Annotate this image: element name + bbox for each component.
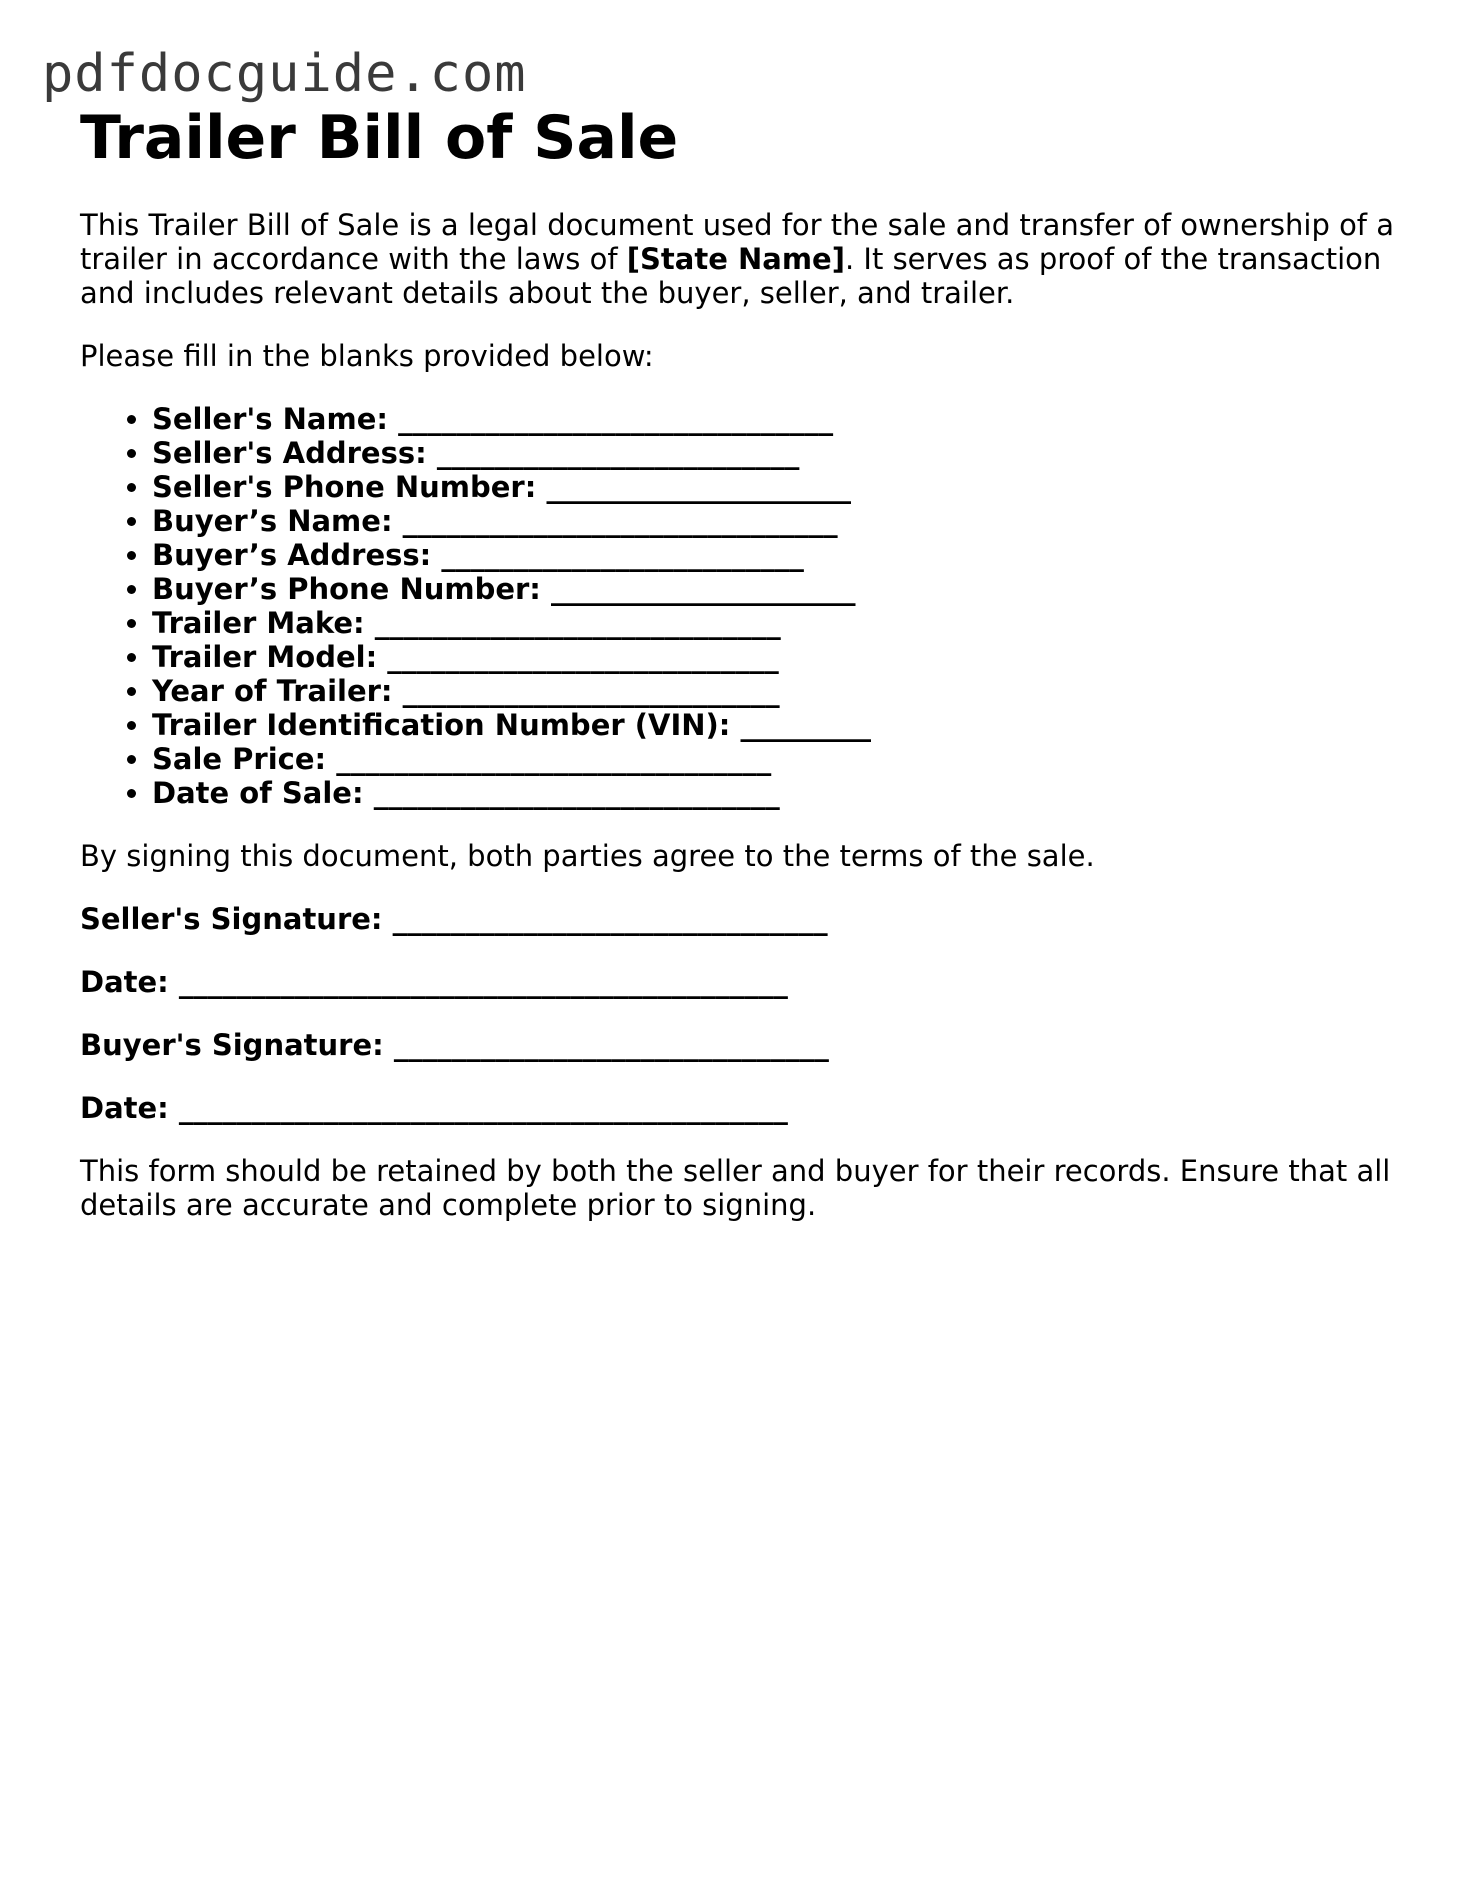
field-trailer-year (152, 674, 1400, 708)
seller-signature-blank[interactable]: ______________________________ (392, 902, 828, 936)
intro-paragraph (80, 208, 1400, 310)
field-label: Buyer’s Name: (152, 504, 393, 538)
field-buyer-address (152, 538, 1400, 572)
field-label: Buyer’s Address: (152, 538, 432, 572)
seller-date-label: Date: (80, 965, 169, 999)
field-seller-address (152, 436, 1400, 470)
field-blank[interactable]: ____________________________ (373, 776, 780, 810)
seller-date-blank[interactable]: __________________________________________ (178, 965, 788, 999)
intro-text-start: This Trailer Bill of Sale is a legal document used for the sale and transfer of ownership of a trailer in accordance with the laws of (80, 208, 1395, 276)
field-trailer-make (152, 606, 1400, 640)
field-blank[interactable]: __________________________ (402, 674, 780, 708)
fields-list (80, 402, 1400, 810)
buyer-date-label: Date: (80, 1091, 169, 1125)
seller-signature-line (80, 902, 1400, 936)
site-watermark: pdfdocguide.com (42, 44, 527, 104)
document-body (80, 102, 1400, 1222)
footer-note: This form should be retained by both the seller and buyer for their records. Ensure that all details are accurate and complete prior to signing. (80, 1154, 1391, 1222)
field-blank[interactable]: ___________________________ (387, 640, 779, 674)
instructions-text: Please fill in the blanks provided below: (80, 339, 654, 373)
field-seller-phone (152, 470, 1400, 504)
buyer-date-line (80, 1091, 1400, 1125)
field-buyer-phone (152, 572, 1400, 606)
field-blank[interactable]: ______________________________ (402, 504, 838, 538)
field-label: Date of Sale: (152, 776, 364, 810)
page-title: Trailer Bill of Sale (80, 103, 679, 173)
field-label: Seller's Address: (152, 436, 427, 470)
field-label: Sale Price: (152, 742, 327, 776)
field-label: Year of Trailer: (152, 674, 393, 708)
field-label: Seller's Phone Number: (152, 470, 537, 504)
field-seller-name (152, 402, 1400, 436)
field-sale-date (152, 776, 1400, 810)
field-label: Buyer’s Phone Number: (152, 572, 541, 606)
buyer-signature-line (80, 1028, 1400, 1062)
field-label: Seller's Name: (152, 402, 388, 436)
seller-signature-label: Seller's Signature: (80, 902, 383, 936)
field-label: Trailer Model: (152, 640, 378, 674)
field-trailer-vin (152, 708, 1400, 742)
buyer-signature-blank[interactable]: ______________________________ (393, 1028, 829, 1062)
field-blank[interactable]: _____________________ (551, 572, 856, 606)
field-sale-price (152, 742, 1400, 776)
field-blank[interactable]: _________________________ (441, 538, 804, 572)
field-blank[interactable]: _____________________ (546, 470, 851, 504)
field-blank[interactable]: ____________________________ (374, 606, 781, 640)
field-blank[interactable]: _________ (740, 708, 871, 742)
field-blank[interactable]: ______________________________ (398, 402, 834, 436)
intro-text-end: . It serves as proof of the transaction and includes relevant details about the buyer, seller, and trailer. (80, 242, 1382, 310)
agreement-text: By signing this document, both parties agree to the terms of the sale. (80, 839, 1095, 873)
field-blank[interactable]: ______________________________ (336, 742, 772, 776)
field-label: Trailer Identification Number (VIN): (152, 708, 731, 742)
buyer-date-blank[interactable]: __________________________________________ (178, 1091, 788, 1125)
state-name-placeholder: [State Name] (626, 242, 845, 276)
field-buyer-name (152, 504, 1400, 538)
field-trailer-model (152, 640, 1400, 674)
field-blank[interactable]: _________________________ (436, 436, 800, 470)
field-label: Trailer Make: (152, 606, 365, 640)
seller-date-line (80, 965, 1400, 999)
buyer-signature-label: Buyer's Signature: (80, 1028, 384, 1062)
